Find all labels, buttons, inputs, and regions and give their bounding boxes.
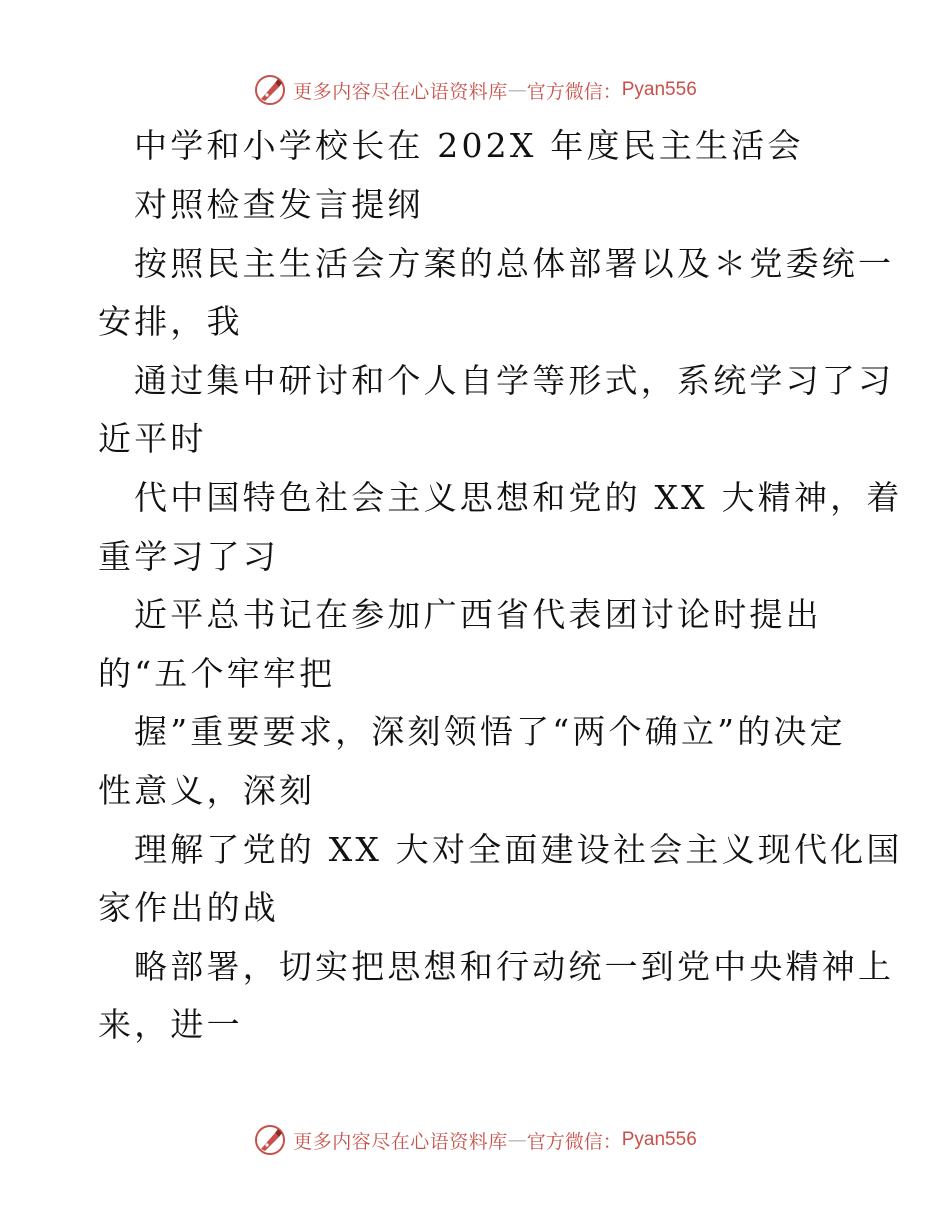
- watermark-wechat-id: Pyan556: [621, 79, 697, 100]
- watermark-dash: —: [507, 1129, 527, 1151]
- watermark-main-text: 更多内容尽在心语资料库: [293, 1130, 508, 1153]
- watermark-dash: —: [507, 79, 527, 101]
- document-title-line-2: 对照检查发言提纲: [134, 185, 424, 224]
- paragraph-line: 按照民主生活会方案的总体部署以及＊党委统一: [134, 244, 895, 283]
- watermark-wechat-id: Pyan556: [621, 1129, 697, 1150]
- paragraph-line: 握”重要要求，深刻领悟了“两个确立”的决定: [134, 712, 846, 751]
- paragraph-line: 理解了党的 XX 大对全面建设社会主义现代化国: [134, 830, 903, 869]
- paragraph-line: 略部署，切实把思想和行动统一到党中央精神上: [134, 947, 895, 986]
- paragraph-line: 的“五个牢牢把: [98, 654, 336, 693]
- watermark-main-text: 更多内容尽在心语资料库: [293, 80, 508, 103]
- paragraph-line: 近平时: [98, 419, 207, 458]
- watermark-official-label: 官方微信：: [526, 80, 622, 103]
- paragraph-line: 安排，我: [98, 302, 243, 341]
- pen-nib-logo-icon: [253, 73, 287, 107]
- header-watermark: [0, 70, 950, 110]
- paragraph-line: 重学习了习: [98, 537, 279, 576]
- paragraph-line: 来，进一: [98, 1005, 243, 1044]
- watermark-official-label: 官方微信：: [526, 1130, 622, 1153]
- paragraph-line: 家作出的战: [98, 888, 279, 927]
- document-title-line-1: 中学和小学校长在 202X 年度民主生活会: [134, 126, 804, 165]
- paragraph-line: 性意义，深刻: [98, 771, 316, 810]
- paragraph-line: 代中国特色社会主义思想和党的 XX 大精神，着: [134, 478, 903, 517]
- paragraph-line: 近平总书记在参加广西省代表团讨论时提出: [134, 595, 822, 634]
- pen-nib-logo-icon: [253, 1123, 287, 1157]
- paragraph-line: 通过集中研讨和个人自学等形式，系统学习了习: [134, 361, 895, 400]
- footer-watermark: [0, 1120, 950, 1160]
